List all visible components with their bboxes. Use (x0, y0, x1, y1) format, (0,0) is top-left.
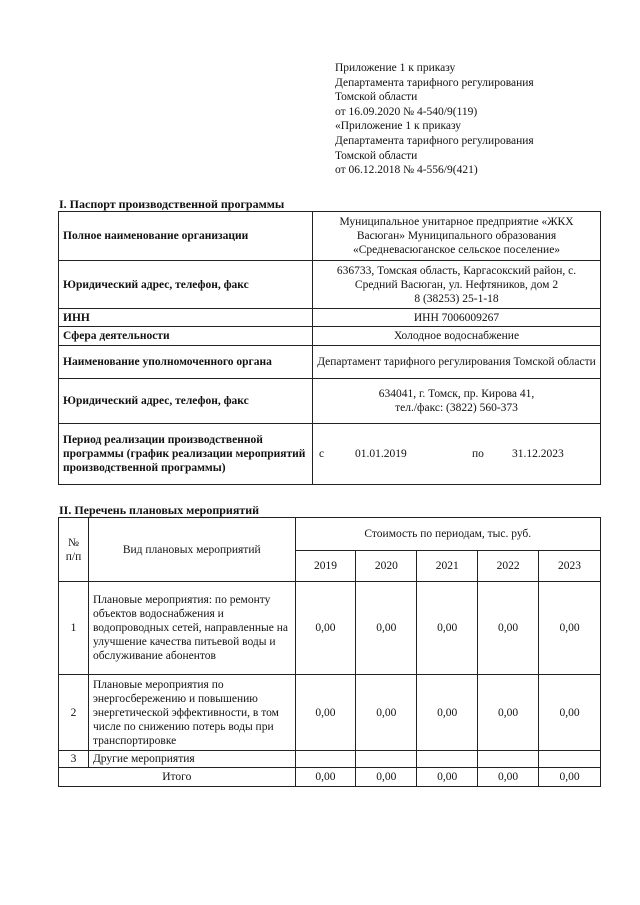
table-row (59, 675, 601, 751)
year-header: 2019 (295, 551, 356, 582)
row-value (313, 261, 601, 309)
total-cell: 0,00 (539, 768, 601, 787)
passport-table (58, 211, 601, 485)
col-num-header: № п/п (59, 518, 89, 582)
header-line: Томской области (335, 149, 418, 162)
total-cell: 0,00 (417, 768, 478, 787)
period-value (313, 424, 601, 485)
row-cell (356, 751, 417, 768)
row-name: Другие мероприятия (88, 751, 295, 768)
address-text: 634041, г. Томск, пр. Кирова 41, (378, 388, 535, 400)
table-row (59, 582, 601, 675)
row-cell: 0,00 (539, 675, 601, 751)
row-name: Плановые мероприятия по энергосбережению и повышению энергетической эффективности, в том числе по снижению потерь воды при транспортировке (88, 675, 295, 751)
row-cell: 0,00 (417, 675, 478, 751)
section2-title: II. Перечень плановых мероприятий (59, 503, 260, 517)
total-row (59, 768, 601, 787)
period-to-date: 31.12.2023 (512, 448, 564, 460)
row-num: 2 (59, 675, 89, 751)
row-label: Юридический адрес, телефон, факс (59, 379, 313, 424)
row-label: Наименование уполномоченного органа (59, 346, 313, 379)
period-from-date: 01.01.2019 (355, 448, 407, 460)
row-cell: 0,00 (478, 582, 539, 675)
row-cell: 0,00 (539, 582, 601, 675)
order-header (335, 61, 534, 178)
header-line: Томской области (335, 91, 418, 104)
table-row (59, 346, 601, 379)
row-num: 1 (59, 582, 89, 675)
header-line: Приложение 1 к приказу (335, 62, 456, 74)
year-header: 2023 (539, 551, 601, 582)
table-row (59, 424, 601, 485)
row-cell: 0,00 (295, 675, 356, 751)
header-line: Департамента тарифного регулирования (335, 76, 534, 89)
table-row (59, 309, 601, 327)
period-from-word: с (319, 448, 325, 460)
row-value: Муниципальное унитарное предприятие «ЖКХ Васюган» Муниципального образования «Средневасюганское сельское поселение» (313, 212, 601, 261)
year-header: 2021 (417, 551, 478, 582)
row-cell: 0,00 (417, 582, 478, 675)
total-cell: 0,00 (478, 768, 539, 787)
row-value: ИНН 7006009267 (313, 309, 601, 327)
phone-text: 8 (38253) 25-1-18 (414, 292, 499, 305)
phone-text: тел./факс: (3822) 560-373 (395, 402, 518, 414)
table-row (59, 261, 601, 309)
row-cell (295, 751, 356, 768)
row-cell: 0,00 (356, 675, 417, 751)
address-text: 636733, Томская область, Каргасокский район, с. Средний Васюган, ул. Нефтяников, дом 2 (336, 264, 577, 291)
header-line: от 16.09.2020 № 4-540/9(119) (335, 105, 478, 118)
period-label: Период реализации производственной программы (график реализации мероприятий производственной программы) (59, 424, 313, 485)
row-cell: 0,00 (295, 582, 356, 675)
total-cell: 0,00 (295, 768, 356, 787)
plan-table (58, 517, 601, 787)
row-cell (478, 751, 539, 768)
row-value: Холодное водоснабжение (313, 327, 601, 346)
total-cell: 0,00 (356, 768, 417, 787)
table-header-row (59, 518, 601, 551)
table-row (59, 212, 601, 261)
period-to-word: по (472, 448, 484, 460)
table-row (59, 751, 601, 768)
header-line: от 06.12.2018 № 4-556/9(421) (335, 164, 478, 177)
row-cell (539, 751, 601, 768)
row-label: Полное наименование организации (59, 212, 313, 261)
row-name: Плановые мероприятия: по ремонту объектов водоснабжения и водопроводных сетей, направленные на улучшение качества питьевой воды и обслуживание абонентов (88, 582, 295, 675)
year-header: 2020 (356, 551, 417, 582)
year-header: 2022 (478, 551, 539, 582)
header-line: «Приложение 1 к приказу (335, 120, 462, 133)
row-num: 3 (59, 751, 89, 768)
row-value: Департамент тарифного регулирования Томской области (313, 346, 601, 379)
table-row (59, 327, 601, 346)
total-label: Итого (59, 768, 296, 787)
header-line: Департамента тарифного регулирования (335, 134, 534, 147)
row-label: Юридический адрес, телефон, факс (59, 261, 313, 309)
col-name-header: Вид плановых мероприятий (88, 518, 295, 582)
table-row (59, 379, 601, 424)
row-cell: 0,00 (478, 675, 539, 751)
col-cost-header: Стоимость по периодам, тыс. руб. (295, 518, 600, 551)
row-value (313, 379, 601, 424)
row-cell: 0,00 (356, 582, 417, 675)
row-label: Сфера деятельности (59, 327, 313, 346)
row-cell (417, 751, 478, 768)
section1-title: I. Паспорт производственной программы (59, 197, 285, 211)
row-label: ИНН (59, 309, 313, 327)
